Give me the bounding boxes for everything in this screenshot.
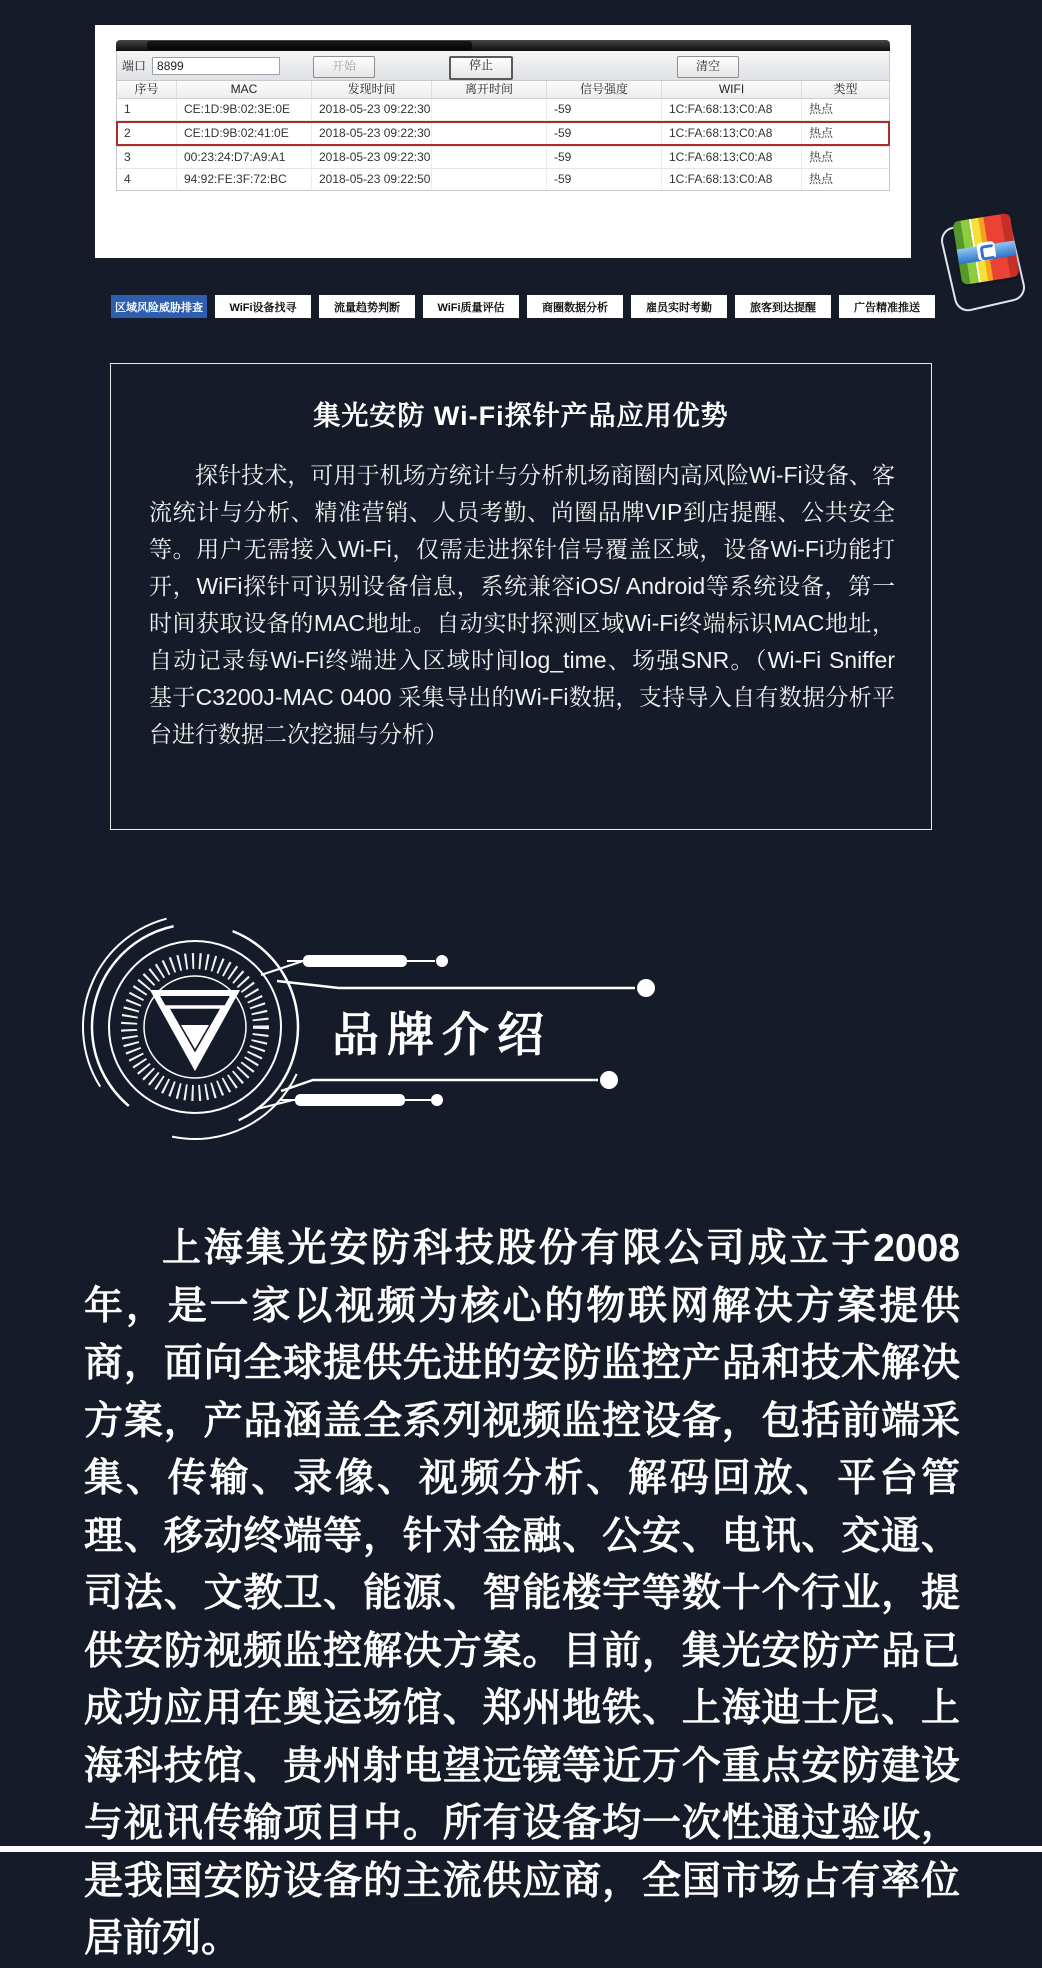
feature-tab[interactable]: WiFi质量评估 <box>423 295 519 318</box>
table-cell: 1C:FA:68:13:C0:A8 <box>662 99 802 120</box>
port-label: 端口 <box>122 59 147 73</box>
feature-tab[interactable]: 广告精准推送 <box>839 295 935 318</box>
table-cell <box>432 121 547 146</box>
table-cell: 2018-05-23 09:22:50 <box>312 169 432 190</box>
table-cell <box>432 147 547 168</box>
feature-tabs <box>111 295 935 318</box>
picture-viewer-sticker-icon <box>945 213 1035 313</box>
sniffer-window <box>116 40 890 191</box>
table-cell: 2018-05-23 09:22:30 <box>312 147 432 168</box>
clear-button[interactable]: 清空 <box>677 56 739 78</box>
table-cell: CE:1D:9B:02:3E:0E <box>177 99 312 120</box>
table-cell: -59 <box>547 121 662 146</box>
table-cell: 热点 <box>809 126 834 140</box>
table-cell: 1C:FA:68:13:C0:A8 <box>662 147 802 168</box>
window-title-bar <box>116 40 890 51</box>
table-cell: -59 <box>547 169 662 190</box>
table-header-cell[interactable]: 序号 <box>117 81 177 98</box>
table-cell: 热点 <box>809 150 834 164</box>
table-cell <box>432 169 547 190</box>
table-header-cell[interactable]: MAC <box>177 81 312 98</box>
table-header-cell[interactable]: 信号强度 <box>547 81 662 98</box>
sniffer-toolbar <box>116 51 890 81</box>
table-cell: 4 <box>117 169 177 190</box>
feature-tab[interactable]: WiFi设备找寻 <box>215 295 311 318</box>
table-cell: 2018-05-23 09:22:30 <box>312 121 432 146</box>
advantage-title: 集光安防 Wi-Fi探针产品应用优势 <box>313 401 729 431</box>
company-intro-paragraph: 上海集光安防科技股份有限公司成立于2008年，是一家以视频为核心的物联网解决方案提供商，面向全球提供先进的安防监控产品和技术解决方案，产品涵盖全系列视频监控设备，包括前端采集、传输、录像、视频分析、解码回放、平台管理、移动终端等，针对金融、公安、电讯、交通、司法、文教卫、能源、智能楼宇等数十个行业，提供安防视频监控解决方案。目前，集光安防产品已成功应用在奥运场馆、郑州地铁、上海迪士尼、上海科技馆、贵州射电望远镜等近万个重点安防建设与视讯传输项目中。所有设备均一次性通过验收，是我国安防设备的主流供应商，全国市场占有率位居前列。 <box>84 1227 960 1960</box>
advantage-body: 探针技术，可用于机场方统计与分析机场商圈内高风险Wi-Fi设备、客流统计与分析、精准营销、人员考勤、尚圈品牌VIP到店提醒、公共安全等。用户无需接入Wi-Fi，仅需走进探针信号覆盖区域，设备Wi-Fi功能打开，WiFi探针可识别设备信息，系统兼容iOS/ Android等系统设备，第一时间获取设备的MAC地址。自动实时探测区域Wi-Fi终端标识MAC地址，自动记录每Wi-Fi终端进入区域时间log_time、场强SNR。（Wi-Fi Sniffer 基于C3200J-MAC 0400 采集导出的Wi-Fi数据，支持导入自有数据分析平台进行数据二次挖掘与分析） <box>149 462 895 747</box>
table-cell: 2018-05-23 09:22:30 <box>312 99 432 120</box>
table-cell: 1 <box>117 99 177 120</box>
sniffer-screenshot-panel <box>95 25 911 258</box>
table-cell: 1C:FA:68:13:C0:A8 <box>662 169 802 190</box>
table-cell: CE:1D:9B:02:41:0E <box>177 121 312 146</box>
table-header-cell[interactable]: 离开时间 <box>432 81 547 98</box>
table-cell: 2 <box>117 121 177 146</box>
advantage-box <box>110 363 932 830</box>
table-header-row <box>117 81 889 99</box>
table-cell: 00:23:24:D7:A9:A1 <box>177 147 312 168</box>
sniffer-table <box>116 81 890 191</box>
table-row-highlighted[interactable] <box>117 121 889 147</box>
brand-section-heading: 品牌介绍 <box>332 1008 552 1061</box>
feature-tab[interactable]: 商圈数据分析 <box>527 295 623 318</box>
start-button[interactable]: 开始 <box>313 56 375 78</box>
table-row[interactable] <box>117 169 889 190</box>
feature-tab[interactable]: 流量趋势判断 <box>319 295 415 318</box>
table-cell: 1C:FA:68:13:C0:A8 <box>662 121 802 146</box>
feature-tab[interactable]: 区域风险威胁排查 <box>111 295 207 318</box>
table-cell: -59 <box>547 147 662 168</box>
table-header-cell[interactable]: 类型 <box>833 82 858 96</box>
sticker-center-chip <box>976 241 997 262</box>
table-body <box>117 99 889 190</box>
feature-tab[interactable]: 雇员实时考勤 <box>631 295 727 318</box>
table-cell: 94:92:FE:3F:72:BC <box>177 169 312 190</box>
table-cell: -59 <box>547 99 662 120</box>
feature-tab[interactable]: 旅客到达提醒 <box>735 295 831 318</box>
table-cell <box>432 99 547 120</box>
sticker-tile <box>952 213 1019 285</box>
stop-button[interactable]: 停止 <box>449 56 513 80</box>
port-input[interactable] <box>152 57 280 75</box>
table-header-cell[interactable]: WIFI <box>662 81 802 98</box>
table-row[interactable] <box>117 147 889 169</box>
table-cell: 热点 <box>809 172 834 186</box>
table-cell: 3 <box>117 147 177 168</box>
table-cell: 热点 <box>809 102 834 116</box>
window-title-blur <box>147 41 472 50</box>
table-row[interactable] <box>117 99 889 121</box>
bottom-white-strip <box>0 1846 1042 1852</box>
table-header-cell[interactable]: 发现时间 <box>312 81 432 98</box>
